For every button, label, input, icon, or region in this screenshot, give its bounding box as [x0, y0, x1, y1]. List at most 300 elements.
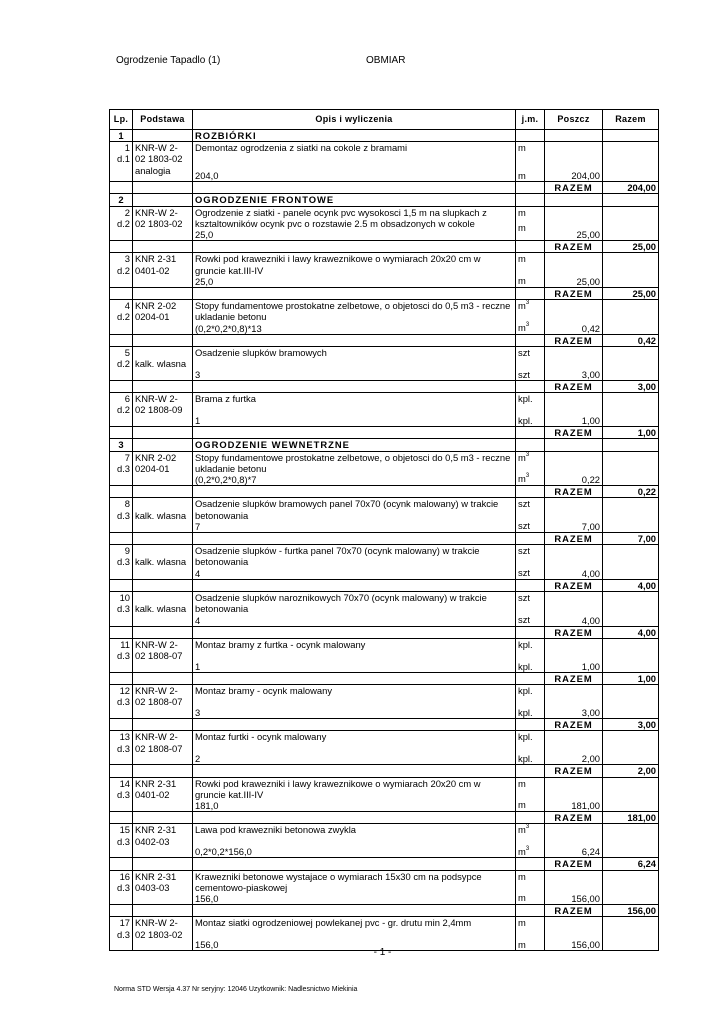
item-jm-stack: [518, 498, 542, 531]
razem-empty: [193, 765, 516, 777]
razem-row: [110, 182, 659, 194]
razem-value: 181,00: [603, 812, 659, 824]
item-jm-cell: [516, 300, 545, 335]
item-calculation: 204,0: [195, 170, 219, 181]
razem-empty: [193, 672, 516, 684]
razem-empty: [110, 626, 133, 638]
item-jm-stack: [518, 452, 542, 485]
item-opis-cell: [193, 206, 516, 241]
item-unit: $m^3$: [518, 300, 530, 312]
item-poszcz-cell: [545, 824, 603, 858]
razem-row: [110, 765, 659, 777]
section-empty: [603, 439, 659, 451]
item-opis-cell: [193, 142, 516, 182]
item-poszcz: 1,00: [581, 415, 600, 427]
item-poszcz-cell: [545, 451, 603, 486]
razem-value: 7,00: [603, 533, 659, 545]
section-empty: [545, 194, 603, 206]
item-calculation: 156,0: [195, 892, 219, 904]
razem-label: RAZEM: [545, 579, 603, 591]
item-poszcz-cell: [545, 142, 603, 182]
item-description: Osadzenie slupków - furtka panel 70x70 (ocynk malowany) w trakcie betonowania: [195, 545, 480, 568]
item-opis-stack: [195, 592, 513, 626]
item-description: Ogrodzenie z siatki - panele ocynk pvc wysokosci 1,5 m na slupkach z ksztaltowników ocynk pvc o rozstawie 2.5 m obsadzonych w cokole: [195, 206, 487, 229]
razem-empty: [110, 486, 133, 498]
item-jm-stack: [518, 639, 542, 672]
razem-empty: [110, 672, 133, 684]
item-unit: szt: [518, 592, 530, 604]
razem-value: 0,42: [603, 334, 659, 346]
item-unit: m: [518, 142, 526, 154]
razem-value: 4,00: [603, 626, 659, 638]
item-calc-unit: szt: [518, 567, 530, 579]
razem-value: 1,00: [603, 672, 659, 684]
item-poszcz: 25,00: [576, 275, 600, 287]
razem-label: RAZEM: [545, 905, 603, 917]
item-calc-unit: kpl.: [518, 415, 533, 427]
item-opis-stack: [195, 207, 513, 241]
item-lp: 5 d.2: [110, 347, 133, 381]
item-poszcz-cell: [545, 638, 603, 672]
razem-empty: [193, 334, 516, 346]
item-poszcz-cell: [545, 545, 603, 580]
item-poszcz-cell: [545, 347, 603, 381]
razem-empty: [193, 486, 516, 498]
item-podstawa: KNR-W 2- 02 1808-07: [133, 638, 193, 672]
item-podstawa: KNR 2-31 0402-03: [133, 824, 193, 858]
table-row: [110, 917, 659, 951]
item-calculation: 2: [195, 753, 201, 765]
razem-empty: [193, 288, 516, 300]
table-header-row: [110, 110, 659, 130]
item-calc-unit: szt: [518, 368, 530, 380]
item-lp: 3 d.2: [110, 253, 133, 288]
item-lp: 8 d.3: [110, 498, 133, 533]
razem-empty: [133, 427, 193, 439]
item-jm-stack: [518, 592, 542, 625]
razem-empty: [193, 533, 516, 545]
razem-empty: [110, 858, 133, 870]
razem-label: RAZEM: [545, 381, 603, 393]
razem-empty: [133, 765, 193, 777]
item-jm-stack: [518, 393, 542, 426]
item-opis-stack: [195, 347, 513, 380]
item-jm-cell: [516, 917, 545, 951]
razem-empty: [110, 381, 133, 393]
item-opis-stack: [195, 452, 513, 486]
razem-empty: [133, 672, 193, 684]
item-jm-cell: [516, 206, 545, 241]
item-jm-stack: [518, 207, 542, 234]
item-opis-stack: [195, 253, 513, 287]
item-jm-cell: [516, 498, 545, 533]
razem-empty: [516, 719, 545, 731]
item-opis-cell: [193, 638, 516, 672]
item-podstawa: KNR 2-31 0403-03: [133, 870, 193, 905]
item-opis-cell: [193, 731, 516, 765]
razem-row: [110, 288, 659, 300]
item-calc-unit: kpl.: [518, 660, 533, 672]
item-opis-stack: [195, 685, 513, 718]
item-razem-empty: [603, 592, 659, 627]
item-calc-unit: szt: [518, 613, 530, 625]
table-row: [110, 300, 659, 335]
razem-label: RAZEM: [545, 533, 603, 545]
item-podstawa: KNR 2-02 0204-01: [133, 451, 193, 486]
item-jm-stack: [518, 871, 542, 904]
item-opis-cell: [193, 917, 516, 951]
item-unit: kpl.: [518, 731, 533, 743]
item-opis-cell: [193, 592, 516, 627]
razem-label: RAZEM: [545, 672, 603, 684]
item-calc-unit: m: [518, 222, 526, 234]
item-opis-stack: [195, 778, 513, 812]
item-jm-cell: [516, 777, 545, 812]
item-calc-unit: m: [518, 892, 526, 904]
razem-label: RAZEM: [545, 288, 603, 300]
item-razem-empty: [603, 777, 659, 812]
item-calc-unit: m: [518, 275, 526, 287]
razem-empty: [516, 427, 545, 439]
item-calculation: 0,2*0,2*156,0: [195, 846, 252, 858]
item-opis-cell: [193, 300, 516, 335]
item-lp: 2 d.2: [110, 206, 133, 241]
item-podstawa: KNR-W 2- 02 1803-02: [133, 917, 193, 951]
item-description: Osadzenie slupków bramowych: [195, 347, 327, 359]
table-row: [110, 206, 659, 241]
section-title: ROZBIÓRKI: [193, 130, 516, 142]
item-poszcz: 156,00: [571, 892, 600, 904]
razem-empty: [110, 241, 133, 253]
item-jm-cell: [516, 638, 545, 672]
item-jm-stack: [518, 824, 542, 857]
item-poszcz: 6,24: [581, 846, 600, 858]
item-opis-stack: [195, 142, 513, 181]
table-row: [110, 777, 659, 812]
razem-label: RAZEM: [545, 765, 603, 777]
item-jm-stack: [518, 731, 542, 764]
razem-row: [110, 858, 659, 870]
razem-empty: [133, 241, 193, 253]
item-razem-empty: [603, 638, 659, 672]
item-unit: $m^3$: [518, 451, 530, 463]
razem-row: [110, 334, 659, 346]
razem-row: [110, 905, 659, 917]
item-description: Krawezniki betonowe wystajace o wymiarach 15x30 cm na podsypce cementowo-piaskowej: [195, 870, 482, 893]
footer-text: Norma STD Wersja 4.37 Nr seryjny: 12046 Uzytkownik: Nadlesnictwo Miekinia: [114, 986, 358, 993]
table-row: [110, 347, 659, 381]
item-razem-empty: [603, 824, 659, 858]
razem-empty: [516, 626, 545, 638]
razem-label: RAZEM: [545, 486, 603, 498]
razem-empty: [516, 334, 545, 346]
item-lp: 4 d.2: [110, 300, 133, 335]
item-podstawa: KNR-W 2- 02 1808-07: [133, 685, 193, 719]
razem-empty: [110, 182, 133, 194]
item-poszcz-cell: [545, 870, 603, 905]
item-calculation: (0,2*0,2*0,8)*13: [195, 322, 262, 334]
razem-label: RAZEM: [545, 626, 603, 638]
razem-value: 1,00: [603, 427, 659, 439]
razem-empty: [133, 486, 193, 498]
table-row: [110, 685, 659, 719]
item-calculation: 156,0: [195, 939, 219, 951]
item-lp: 13 d.3: [110, 731, 133, 765]
section-row: [110, 194, 659, 206]
item-calculation: 4: [195, 567, 201, 579]
item-poszcz-cell: [545, 592, 603, 627]
item-calc-unit: m: [518, 939, 526, 951]
item-jm-stack: [518, 545, 542, 578]
item-opis-stack: [195, 300, 513, 334]
item-lp: 17 d.3: [110, 917, 133, 951]
razem-empty: [193, 719, 516, 731]
section-row: [110, 130, 659, 142]
document-title: Ogrodzenie Tapadlo (1): [116, 55, 221, 66]
item-razem-empty: [603, 347, 659, 381]
razem-row: [110, 812, 659, 824]
item-description: Stopy fundamentowe prostokatne zelbetowe, o objetosci do 0,5 m3 - reczne ukladanie betonu: [195, 300, 511, 323]
item-description: Montaz bramy - ocynk malowany: [195, 685, 333, 697]
table-row: [110, 638, 659, 672]
razem-label: RAZEM: [545, 334, 603, 346]
item-opis-stack: [195, 871, 513, 905]
item-podstawa: KNR 2-31 0401-02: [133, 777, 193, 812]
item-calc-unit: kpl.: [518, 753, 533, 765]
item-calculation: 7: [195, 520, 201, 532]
section-empty: [516, 439, 545, 451]
item-unit: szt: [518, 347, 530, 359]
razem-empty: [193, 182, 516, 194]
item-poszcz-cell: [545, 253, 603, 288]
razem-row: [110, 533, 659, 545]
item-jm-stack: [518, 142, 542, 181]
razem-row: [110, 626, 659, 638]
razem-empty: [110, 812, 133, 824]
razem-empty: [133, 533, 193, 545]
razem-label: RAZEM: [545, 812, 603, 824]
item-unit: kpl.: [518, 393, 533, 405]
item-description: Demontaz ogrodzenia z siatki na cokole z bramami: [195, 142, 408, 154]
razem-label: RAZEM: [545, 427, 603, 439]
razem-value: 3,00: [603, 381, 659, 393]
razem-row: [110, 427, 659, 439]
item-poszcz: 0,22: [581, 474, 600, 486]
item-poszcz: 204,00: [571, 170, 600, 181]
item-razem-empty: [603, 300, 659, 335]
item-calc-unit: kpl.: [518, 706, 533, 718]
item-opis-cell: [193, 451, 516, 486]
document-type: OBMIAR: [366, 55, 406, 66]
item-calculation: 4: [195, 614, 201, 626]
razem-value: 25,00: [603, 288, 659, 300]
item-description: Brama z furtka: [195, 393, 256, 405]
item-poszcz: 156,00: [571, 939, 600, 951]
item-podstawa: kalk. wlasna: [133, 592, 193, 627]
item-lp: 15 d.3: [110, 824, 133, 858]
item-razem-empty: [603, 685, 659, 719]
item-calculation: 181,0: [195, 799, 219, 811]
page-number: - 1 -: [373, 947, 392, 958]
item-opis-stack: [195, 498, 513, 532]
item-calc-unit: m: [518, 170, 526, 181]
item-podstawa: KNR 2-02 0204-01: [133, 300, 193, 335]
table-row: [110, 824, 659, 858]
item-lp: 9 d.3: [110, 545, 133, 580]
item-jm-cell: [516, 393, 545, 427]
item-opis-stack: [195, 917, 513, 950]
section-number: 1: [110, 130, 133, 142]
item-poszcz-cell: [545, 393, 603, 427]
item-jm-cell: [516, 731, 545, 765]
item-razem-empty: [603, 917, 659, 951]
item-poszcz-cell: [545, 498, 603, 533]
item-lp: 7 d.3: [110, 451, 133, 486]
item-calc-unit: m: [518, 799, 526, 811]
razem-empty: [133, 182, 193, 194]
razem-empty: [516, 241, 545, 253]
item-calculation: 25,0: [195, 229, 214, 241]
section-empty: [133, 194, 193, 206]
item-poszcz: 4,00: [581, 614, 600, 626]
item-jm-cell: [516, 253, 545, 288]
item-jm-cell: [516, 347, 545, 381]
razem-empty: [193, 427, 516, 439]
razem-empty: [516, 579, 545, 591]
item-calc-unit: $m^3$: [518, 846, 530, 858]
item-description: Rowki pod krawezniki i lawy kraweznikowe o wymiarach 20x20 cm w gruncie kat.III-IV: [195, 253, 481, 276]
item-opis-stack: [195, 545, 513, 579]
item-opis-stack: [195, 393, 513, 426]
item-opis-cell: [193, 685, 516, 719]
item-opis-stack: [195, 731, 513, 764]
item-opis-cell: [193, 498, 516, 533]
razem-empty: [516, 182, 545, 194]
razem-empty: [193, 381, 516, 393]
item-description: Montaz siatki ogrodzeniowej powlekanej pvc - gr. drutu min 2,4mm: [195, 917, 472, 929]
razem-empty: [133, 381, 193, 393]
item-opis-cell: [193, 545, 516, 580]
item-poszcz: 4,00: [581, 567, 600, 579]
item-calc-unit: $m^3$: [518, 473, 530, 485]
item-unit: szt: [518, 498, 530, 510]
item-opis-stack: [195, 639, 513, 672]
razem-row: [110, 672, 659, 684]
table-row: [110, 451, 659, 486]
razem-empty: [133, 719, 193, 731]
item-calculation: 25,0: [195, 275, 214, 287]
item-opis-cell: [193, 347, 516, 381]
item-calculation: (0,2*0,2*0,8)*7: [195, 474, 257, 486]
item-poszcz-cell: [545, 300, 603, 335]
obmiar-table: [109, 109, 659, 951]
item-opis-stack: [195, 824, 513, 857]
razem-empty: [110, 427, 133, 439]
item-podstawa: KNR-W 2- 02 1803-02: [133, 206, 193, 241]
item-podstawa: kalk. wlasna: [133, 347, 193, 381]
item-jm-cell: [516, 545, 545, 580]
section-empty: [516, 194, 545, 206]
razem-empty: [516, 858, 545, 870]
razem-empty: [110, 579, 133, 591]
item-unit: szt: [518, 545, 530, 557]
item-description: Stopy fundamentowe prostokatne zelbetowe, o objetosci do 0,5 m3 - reczne ukladanie betonu: [195, 451, 511, 474]
item-calculation: 1: [195, 660, 201, 672]
table-row: [110, 142, 659, 182]
item-jm-stack: [518, 253, 542, 286]
item-podstawa: KNR-W 2- 02 1808-07: [133, 731, 193, 765]
razem-value: 204,00: [603, 182, 659, 194]
item-poszcz-cell: [545, 206, 603, 241]
section-empty: [603, 194, 659, 206]
razem-value: 0,22: [603, 486, 659, 498]
item-razem-empty: [603, 870, 659, 905]
item-razem-empty: [603, 731, 659, 765]
column-header-lp: Lp.: [110, 110, 133, 130]
item-calc-unit: $m^3$: [518, 322, 530, 334]
razem-value: 156,00: [603, 905, 659, 917]
razem-label: RAZEM: [545, 858, 603, 870]
item-lp: 16 d.3: [110, 870, 133, 905]
razem-label: RAZEM: [545, 182, 603, 194]
item-razem-empty: [603, 253, 659, 288]
razem-value: 6,24: [603, 858, 659, 870]
column-header-razem: Razem: [603, 110, 659, 130]
item-jm-stack: [518, 778, 542, 811]
section-empty: [545, 130, 603, 142]
item-opis-cell: [193, 824, 516, 858]
section-row: [110, 439, 659, 451]
item-jm-cell: [516, 451, 545, 486]
razem-empty: [193, 858, 516, 870]
item-lp: 11 d.3: [110, 638, 133, 672]
item-jm-cell: [516, 870, 545, 905]
section-empty: [603, 130, 659, 142]
razem-empty: [110, 288, 133, 300]
item-poszcz-cell: [545, 777, 603, 812]
razem-row: [110, 719, 659, 731]
table-row: [110, 592, 659, 627]
item-calculation: 3: [195, 706, 201, 718]
item-poszcz: 0,42: [581, 322, 600, 334]
item-poszcz: 7,00: [581, 520, 600, 532]
table-row: [110, 870, 659, 905]
item-jm-cell: [516, 592, 545, 627]
item-jm-cell: [516, 824, 545, 858]
razem-empty: [516, 533, 545, 545]
razem-empty: [110, 334, 133, 346]
section-number: 3: [110, 439, 133, 451]
item-calc-unit: szt: [518, 520, 530, 532]
item-unit: m: [518, 917, 526, 929]
item-calculation: 1: [195, 415, 201, 427]
item-opis-cell: [193, 870, 516, 905]
item-razem-empty: [603, 393, 659, 427]
column-header-opis: Opis i wyliczenia: [193, 110, 516, 130]
razem-empty: [133, 905, 193, 917]
item-razem-empty: [603, 451, 659, 486]
section-title: OGRODZENIE FRONTOWE: [193, 194, 516, 206]
item-unit: m: [518, 777, 526, 789]
item-lp: 6 d.2: [110, 393, 133, 427]
table-body: [110, 130, 659, 951]
item-jm-cell: [516, 142, 545, 182]
item-jm-stack: [518, 685, 542, 718]
item-description: Montaz bramy z furtka - ocynk malowany: [195, 638, 366, 650]
item-unit: kpl.: [518, 685, 533, 697]
razem-value: 2,00: [603, 765, 659, 777]
razem-empty: [193, 626, 516, 638]
